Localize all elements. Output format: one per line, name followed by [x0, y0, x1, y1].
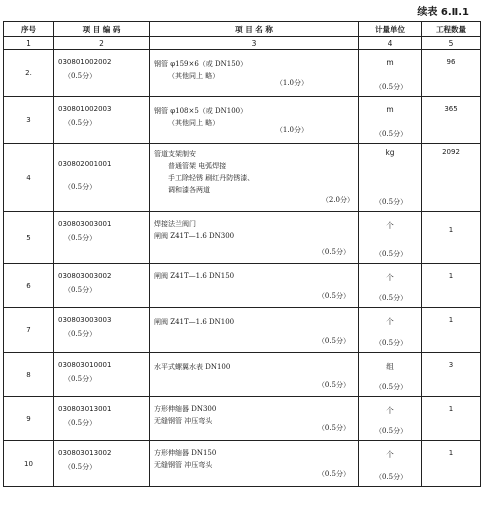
row-name-cell — [150, 50, 359, 97]
row-unit-cell — [359, 353, 422, 397]
header-unit: 计量单位 — [359, 22, 422, 37]
header-code: 项 目 编 码 — [54, 22, 150, 37]
score-note: （0.5分） — [64, 234, 97, 242]
table-row — [4, 212, 481, 264]
table-row — [4, 50, 481, 97]
item-code: 030801002002 — [58, 58, 112, 66]
score-note: （0.5分） — [375, 198, 408, 206]
score-note: （0.5分） — [64, 286, 97, 294]
item-qty: 3 — [448, 361, 454, 369]
item-qty: 1 — [448, 272, 454, 280]
row-code-cell — [54, 308, 150, 353]
bill-of-quantities-table — [3, 21, 481, 487]
score-note: （0.5分） — [317, 337, 350, 345]
score-note: （0.5分） — [375, 383, 408, 391]
row-seq: 7 — [4, 308, 54, 353]
table-row — [4, 397, 481, 441]
row-code-cell — [54, 264, 150, 308]
row-seq: 5 — [4, 212, 54, 264]
score-note: （0.5分） — [317, 292, 350, 300]
row-qty-cell — [422, 50, 481, 97]
score-note: （2.0分） — [321, 196, 354, 204]
row-code-cell — [54, 144, 150, 212]
item-name-line: 方形伸缩器 DN300 — [154, 405, 217, 413]
header-seq: 序号 — [4, 22, 54, 37]
row-unit-cell — [359, 441, 422, 487]
score-note: （0.5分） — [64, 419, 97, 427]
item-code: 030803003003 — [58, 316, 112, 324]
item-code: 030801002003 — [58, 105, 112, 113]
row-qty-cell — [422, 144, 481, 212]
row-qty-cell — [422, 264, 481, 308]
item-name-line: 手工除轻锈 刷红丹防锈漆、 — [168, 174, 255, 182]
row-code-cell — [54, 212, 150, 264]
col-index-2: 2 — [54, 37, 150, 50]
score-note: （0.5分） — [375, 130, 408, 138]
item-code: 030803013001 — [58, 405, 112, 413]
header-name: 项 目 名 称 — [150, 22, 359, 37]
score-note: （0.5分） — [375, 250, 408, 258]
header-qty: 工程数量 — [422, 22, 481, 37]
column-index-row — [4, 37, 481, 50]
row-unit-cell — [359, 144, 422, 212]
header-row — [4, 22, 481, 37]
row-qty-cell — [422, 97, 481, 144]
row-qty-cell — [422, 397, 481, 441]
row-name-cell — [150, 441, 359, 487]
row-qty-cell — [422, 308, 481, 353]
row-seq: 10 — [4, 441, 54, 487]
item-name-line: 方形伸缩器 DN150 — [154, 449, 217, 457]
score-note: （0.5分） — [375, 339, 408, 347]
score-note: （0.5分） — [375, 294, 408, 302]
table-row — [4, 308, 481, 353]
score-note: （0.5分） — [375, 83, 408, 91]
table-row — [4, 353, 481, 397]
item-name-line: 闸阀 Z41T—1.6 DN150 — [154, 272, 235, 280]
item-name-line: 管道支架制安 — [154, 150, 196, 158]
row-seq: 9 — [4, 397, 54, 441]
item-qty: 1 — [448, 226, 454, 234]
row-seq: 6 — [4, 264, 54, 308]
row-code-cell — [54, 97, 150, 144]
item-unit: 个 — [386, 273, 394, 282]
item-unit: kg — [385, 148, 395, 157]
item-unit: 个 — [386, 221, 394, 230]
score-note: （0.5分） — [64, 72, 97, 80]
row-unit-cell — [359, 264, 422, 308]
row-name-cell — [150, 308, 359, 353]
item-unit: m — [386, 105, 394, 114]
table-row — [4, 264, 481, 308]
item-code: 030803010001 — [58, 361, 112, 369]
table-row — [4, 97, 481, 144]
item-name-line: 钢管 φ159×6（或 DN150） — [154, 60, 248, 68]
row-qty-cell — [422, 353, 481, 397]
score-note: （0.5分） — [317, 381, 350, 389]
row-qty-cell — [422, 441, 481, 487]
item-code: 030803003002 — [58, 272, 112, 280]
score-note: （0.5分） — [317, 248, 350, 256]
item-name-line: 无缝钢管 冲压弯头 — [154, 461, 213, 469]
item-unit: 个 — [386, 317, 394, 326]
score-note: （0.5分） — [375, 427, 408, 435]
row-unit-cell — [359, 97, 422, 144]
row-unit-cell — [359, 397, 422, 441]
item-qty: 2092 — [442, 148, 460, 156]
score-note: （0.5分） — [375, 473, 408, 481]
row-seq: 4 — [4, 144, 54, 212]
item-qty: 365 — [444, 105, 458, 113]
row-unit-cell — [359, 308, 422, 353]
item-unit: m — [386, 58, 394, 67]
score-note: （0.5分） — [317, 424, 350, 432]
item-name-line: 普通管架 电弧焊接 — [168, 162, 227, 170]
item-unit: 个 — [386, 406, 394, 415]
row-name-cell — [150, 144, 359, 212]
row-code-cell — [54, 50, 150, 97]
row-unit-cell — [359, 50, 422, 97]
row-name-cell — [150, 212, 359, 264]
row-seq: 2. — [4, 50, 54, 97]
row-seq: 8 — [4, 353, 54, 397]
score-note: （0.5分） — [317, 470, 350, 478]
item-qty: 1 — [448, 449, 454, 457]
score-note: （0.5分） — [64, 183, 97, 191]
score-note: （0.5分） — [64, 375, 97, 383]
col-index-5: 5 — [422, 37, 481, 50]
score-note: （0.5分） — [64, 330, 97, 338]
item-code: 030803013002 — [58, 449, 112, 457]
row-qty-cell — [422, 212, 481, 264]
item-qty: 1 — [448, 405, 454, 413]
score-note: （1.0分） — [275, 126, 308, 134]
row-name-cell — [150, 397, 359, 441]
row-name-cell — [150, 353, 359, 397]
row-seq: 3 — [4, 97, 54, 144]
row-code-cell — [54, 353, 150, 397]
item-code: 030802001001 — [58, 160, 112, 168]
col-index-1: 1 — [4, 37, 54, 50]
item-name-line: （其他同上 略） — [168, 119, 220, 127]
item-name-line: 焊接法兰阀门 — [154, 220, 196, 228]
item-name-line: 水平式螺翼水表 DN100 — [154, 363, 231, 371]
item-name-line: 钢管 φ108×5（或 DN100） — [154, 107, 248, 115]
row-code-cell — [54, 441, 150, 487]
row-code-cell — [54, 397, 150, 441]
item-name-line: 闸阀 Z41T—1.6 DN100 — [154, 318, 235, 326]
item-name-line: 调和漆各两道 — [168, 186, 210, 194]
item-qty: 96 — [446, 58, 456, 66]
row-name-cell — [150, 264, 359, 308]
item-code: 030803003001 — [58, 220, 112, 228]
table-caption: 续表 6.Ⅱ.1 — [417, 7, 469, 18]
item-name-line: 闸阀 Z41T—1.6 DN300 — [154, 232, 235, 240]
table-row — [4, 441, 481, 487]
item-name-line: （其他同上 略） — [168, 72, 220, 80]
score-note: （0.5分） — [64, 463, 97, 471]
item-qty: 1 — [448, 316, 454, 324]
table-row — [4, 144, 481, 212]
item-unit: 个 — [386, 450, 394, 459]
score-note: （0.5分） — [64, 119, 97, 127]
row-unit-cell — [359, 212, 422, 264]
col-index-4: 4 — [359, 37, 422, 50]
col-index-3: 3 — [150, 37, 359, 50]
row-name-cell — [150, 97, 359, 144]
item-name-line: 无缝钢管 冲压弯头 — [154, 417, 213, 425]
item-unit: 组 — [386, 362, 394, 371]
score-note: （1.0分） — [275, 79, 308, 87]
